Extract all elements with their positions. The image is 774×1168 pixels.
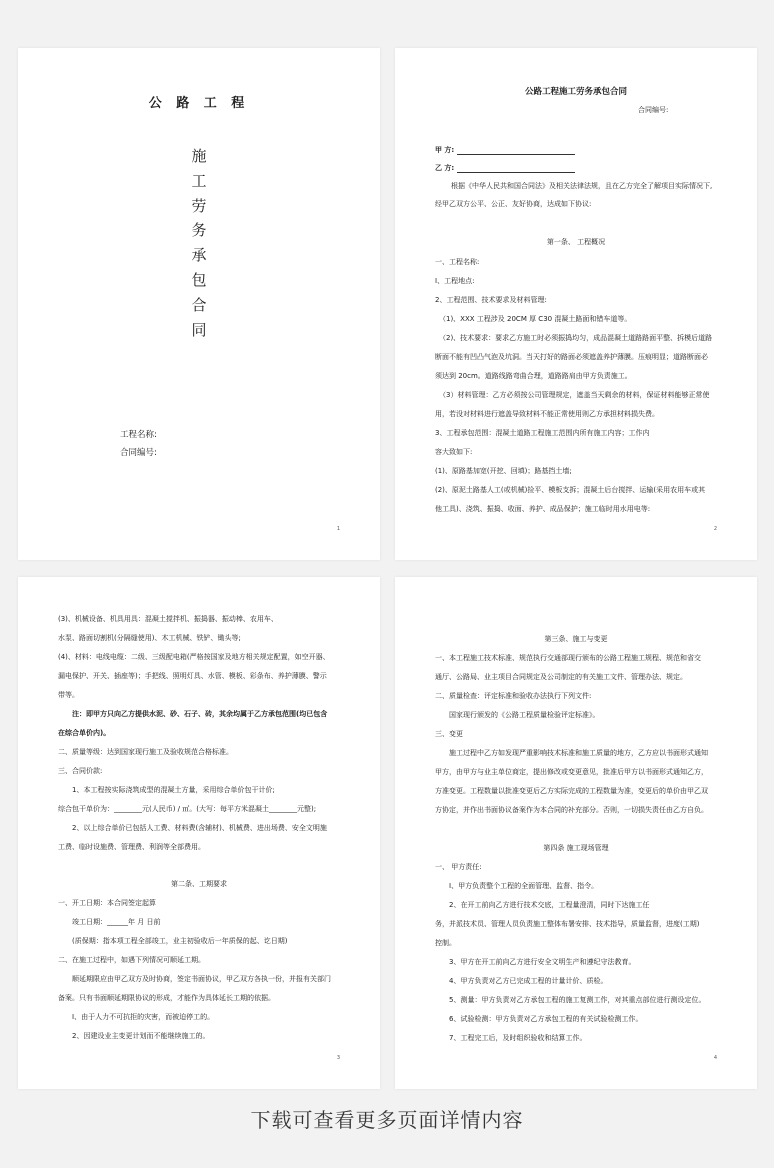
section-heading: 第一条、 工程概况 xyxy=(546,238,606,246)
text-line: 顺延期限应由甲乙双方及时协商，签定书面协议，甲乙双方各执一份，并报有关部门 xyxy=(72,975,331,983)
text-line: 工费、临时设施费、管理费、利润等全部费用。 xyxy=(58,843,205,851)
text-line: 断面不能有凹凸气泡及坑洞。当天打好的路面必须遮盖养护薄膜。压痕明显；道路断面必 xyxy=(435,353,708,361)
text-line: 根据《中华人民共和国合同法》及相关法律法规，且在乙方完全了解项目实际情况下, xyxy=(451,182,713,190)
text-line: (2)、原泥土路基人工(或机械)捡平、模板支拆；混凝土后台搅拌、运输(采用农用车或其 xyxy=(435,486,706,494)
page-2 xyxy=(395,48,757,560)
text-line: 用，若没对材料进行遮盖导致材料不能正常使用则乙方承担材料损失费。 xyxy=(435,410,659,418)
text-line: 一、开工日期：本合同签定起算 xyxy=(58,899,156,907)
page-number: 2 xyxy=(713,526,717,532)
section-heading: 第二条、工期要求 xyxy=(171,880,227,888)
text-line: 须达到 20cm。道路线路弯曲合理，道路路肩由甲方负责施工。 xyxy=(435,372,632,380)
text-line: 经甲乙双方公平、公正、友好协商，达成如下协议: xyxy=(435,200,592,208)
text-line: 二、在施工过程中，如遇下列情况可顺延工期。 xyxy=(58,956,205,964)
page-3 xyxy=(18,577,380,1089)
title-char: 承 xyxy=(191,246,207,265)
text-line: (3)、机械设备、机具用具：混凝土搅拌机、振捣器、振动棒、农用车、 xyxy=(58,615,278,623)
text-line: 漏电保护、开关、插座等)；手把线、照明灯具、水管、模板、彩条布、养护薄膜、警示 xyxy=(58,672,327,680)
note-line: 注：即甲方只向乙方提供水泥、砂、石子、砖，其余均属于乙方承包范围(均已包含 xyxy=(72,710,328,718)
party-b-blank xyxy=(457,165,575,173)
page-1 xyxy=(18,48,380,560)
text-line: 2、以上综合单价已包括人工费、材料费(含辅材)、机械费、进出场费、安全文明施 xyxy=(72,824,327,832)
text-line: 控制。 xyxy=(435,939,456,947)
title-char: 施 xyxy=(191,147,207,165)
contract-number-field: 合同编号: xyxy=(120,448,157,458)
text-line: 三、合同价款: xyxy=(58,767,103,775)
party-a-label: 甲 方: xyxy=(435,146,575,155)
section-heading: 第四条 施工现场管理 xyxy=(543,844,609,852)
text-line: 二、质量检查：评定标准和验收办法执行下列文件: xyxy=(435,692,592,700)
text-line: 务，并派技术员、管理人员负责施工整体布署安排、技术指导，质量监督，进度(工期) xyxy=(435,920,700,928)
title-char: 包 xyxy=(191,270,207,289)
page-number: 1 xyxy=(336,526,340,532)
download-caption: 下载可查看更多页面详情内容 xyxy=(250,1108,524,1132)
text-line: 3、甲方在开工前向乙方进行安全文明生产和遵纪守法教育。 xyxy=(449,958,636,966)
title-char: 工 xyxy=(191,171,207,190)
text-line: 国家现行颁发的《公路工程质量检验评定标准》。 xyxy=(449,711,600,719)
text-line: 通厅、公路局、业主项目合同规定及公司制定的有关施工文件、管理办法、规定。 xyxy=(435,673,687,681)
text-line: 5、测量：甲方负责对乙方承包工程的施工复测工作，对其重点部位进行测设定位。 xyxy=(449,996,706,1004)
text-line: 方准变更。工程数量以批准变更后乙方实际完成的工程数量为准，变更后的单价由甲乙双 xyxy=(435,787,708,795)
text-line: 一、本工程施工技术标准、规范执行交通部现行颁布的公路工程施工规程、规范和省交 xyxy=(435,654,701,662)
text-line: 甲方，由甲方与业主单位商定，提出修改或变更意见，批准后甲方以书面形式通知乙方， xyxy=(435,768,708,776)
text-line: I、甲方负责整个工程的全面管理、监督、指令。 xyxy=(449,882,599,890)
project-name-field: 工程名称: xyxy=(120,430,157,440)
text-line: 3、工程承包范围：混凝土道路工程施工范围内所有施工内容；工作内 xyxy=(435,429,650,437)
title-char: 合 xyxy=(191,295,207,314)
page-number: 4 xyxy=(713,1055,717,1061)
cover-title: 公 路 工 程 xyxy=(148,96,250,111)
title-char: 务 xyxy=(191,221,207,240)
text-line: 水泵、路面切割机(分隔缝使用)、木工机械、铁铲、锄头等; xyxy=(58,634,241,642)
party-b-label: 乙 方: xyxy=(435,164,575,173)
unit-price-line: 综合包干单价为：________元(人民币) / ㎡。(大写：每平方米混凝土________元整); xyxy=(58,805,317,813)
text-line: 1、本工程按实际浇筑成型的混凝土方量，采用综合单价包干计价; xyxy=(72,786,275,794)
text-line: 6、试验检测：甲方负责对乙方承包工程的有关试验检测工作。 xyxy=(449,1015,643,1023)
text-line: 施工过程中乙方如发现严重影响技术标准和施工质量的地方，乙方应以书面形式通知 xyxy=(449,749,708,757)
text-line: (质保期：指本项工程全部竣工，业主初验收后一年质保的起、讫日期) xyxy=(72,937,288,945)
section-heading: 第三条、施工与变更 xyxy=(544,635,608,643)
title-char: 同 xyxy=(191,320,207,339)
text-line: (1)、原路基加宽(开挖、回填)；路基挡土墙; xyxy=(435,467,572,475)
text-line: 7、工程完工后，及时组织验收和结算工作。 xyxy=(449,1034,587,1042)
text-line: 备案。只有书面顺延期限协议的形成，才能作为具体延长工期的依据。 xyxy=(58,994,275,1002)
text-line: 方协定，并作出书面协议备案作为本合同的补充部分。否则，一切损失责任由乙方自负。 xyxy=(435,806,708,814)
text-line: 2、因建设业主变更计划而不能继续施工的。 xyxy=(72,1032,210,1040)
text-line: 他工具)、浇筑、振捣、收面、养护、成品保护；施工临时用水用电等: xyxy=(435,505,651,513)
text-line: 一、工程名称: xyxy=(435,258,480,266)
cover-vertical-title xyxy=(18,144,380,342)
text-line: （3）材料管理：乙方必须按公司管理规定，遮盖当天剩余的材料，保证材料能够正常使 xyxy=(439,391,710,399)
title-char: 劳 xyxy=(191,196,207,215)
text-line: 竣工日期：______年 月 日前 xyxy=(72,918,161,926)
contract-number-label: 合同编号: xyxy=(638,106,669,114)
page-number: 3 xyxy=(336,1055,340,1061)
text-line: （1)、XXX 工程涉及 20CM 厚 C30 混凝土路面和错车道等。 xyxy=(439,315,632,323)
text-line: 二、质量等级：达到国家现行施工及验收规范合格标准。 xyxy=(58,748,233,756)
text-line: 4、甲方负责对乙方已完成工程的计量计价、质检。 xyxy=(449,977,608,985)
text-line: 三、变更 xyxy=(435,730,463,738)
text-line: （2)、技术要求：要求乙方施工时必须振捣均匀，成品混凝土道路路面平整、拆模后道路 xyxy=(439,334,713,342)
text-line: I、由于人力不可抗拒的灾害，而被迫停工的。 xyxy=(72,1013,215,1021)
text-line: 一、 甲方责任: xyxy=(435,863,482,871)
text-line: I、工程地点: xyxy=(435,277,475,285)
text-line: 2、在开工前向乙方进行技术交底，工程量澄清，同时下达施工任 xyxy=(449,901,650,909)
page-4 xyxy=(395,577,757,1089)
party-a-blank xyxy=(457,147,575,155)
note-line: 在综合单价内)。 xyxy=(58,729,111,737)
text-line: 2、工程范围、技术要求及材料管理: xyxy=(435,296,547,304)
text-line: 带等。 xyxy=(58,691,79,699)
text-line: 容大致如下: xyxy=(435,448,473,456)
contract-title: 公路工程施工劳务承包合同 xyxy=(524,87,627,97)
text-line: (4)、材料：电线电缆：二级、三级配电箱(严格按国家及地方相关规定配置，如空开器、 xyxy=(58,653,330,661)
